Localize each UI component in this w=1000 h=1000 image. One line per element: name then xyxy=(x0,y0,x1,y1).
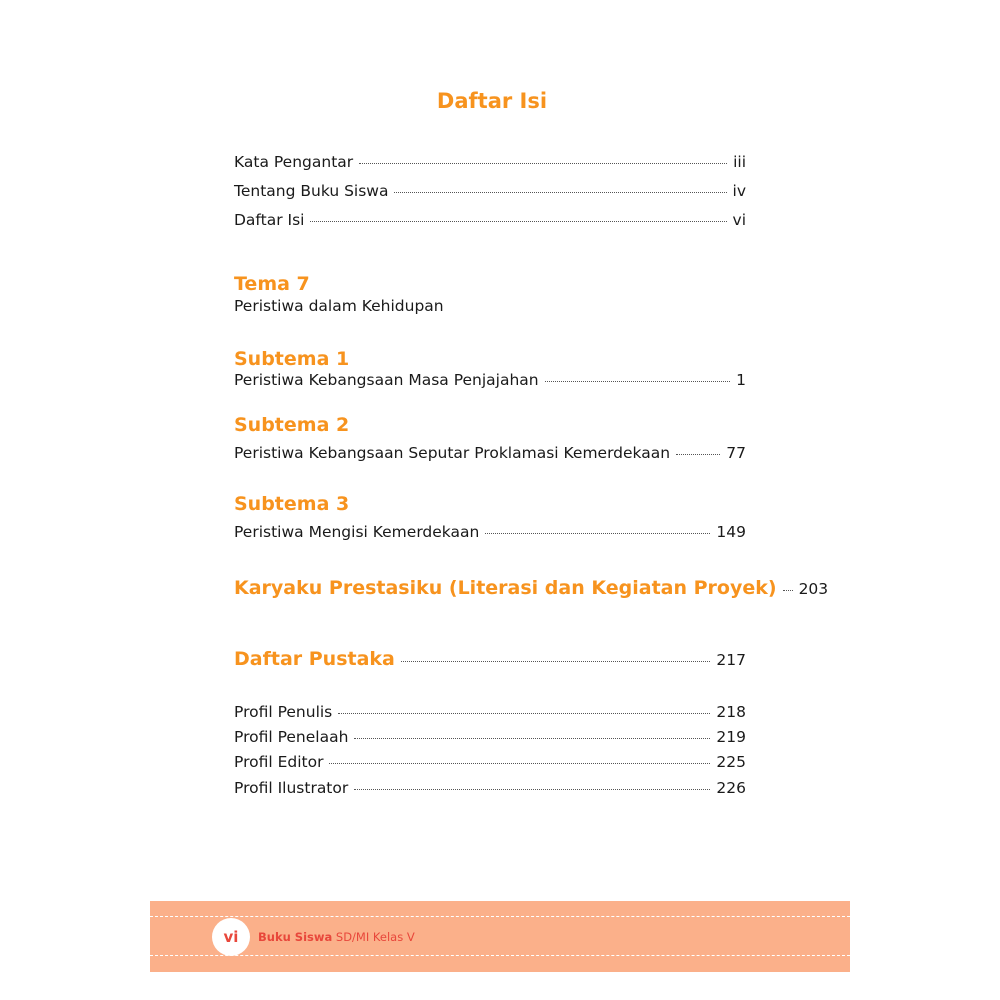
toc-entry-page: vi xyxy=(732,211,746,229)
toc-entry-page: 226 xyxy=(716,779,746,797)
toc-entry-label: Peristiwa Kebangsaan Masa Penjajahan xyxy=(234,371,539,389)
dot-leader xyxy=(783,590,793,591)
footer-book-bold: Buku Siswa xyxy=(258,930,333,944)
toc-entry-label: Kata Pengantar xyxy=(234,153,354,171)
footer-stitch-top xyxy=(150,916,850,917)
toc-entry-page: iii xyxy=(733,153,746,171)
toc-entry-kata-pengantar[interactable] xyxy=(234,152,746,172)
toc-entry-label: Karyaku Prestasiku (Literasi dan Kegiatan Proyek) xyxy=(234,577,777,599)
page-title: Daftar Isi xyxy=(436,89,548,113)
toc-entry-profil-editor[interactable] xyxy=(234,752,746,772)
toc-entry-label: Peristiwa Kebangsaan Seputar Proklamasi Kemerdekaan xyxy=(234,444,671,462)
dot-leader xyxy=(329,763,710,764)
dot-leader xyxy=(310,221,726,222)
toc-entry-daftar-isi[interactable] xyxy=(234,210,746,230)
toc-entry-label: Tentang Buku Siswa xyxy=(234,182,389,200)
toc-entry-label: Profil Penelaah xyxy=(234,728,349,746)
toc-entry-label: Profil Penulis xyxy=(234,703,333,721)
toc-entry-page: 225 xyxy=(716,753,746,771)
footer-book-rest: SD/MI Kelas V xyxy=(332,930,415,944)
footer-book-title xyxy=(258,930,415,944)
toc-entry-page: 149 xyxy=(716,523,746,541)
toc-entry-label: Peristiwa Mengisi Kemerdekaan xyxy=(234,523,480,541)
toc-entry-page: 1 xyxy=(736,371,746,389)
subtema-3-heading: Subtema 3 xyxy=(234,493,350,515)
toc-entry-page: 218 xyxy=(716,703,746,721)
toc-entry-daftar-pustaka[interactable] xyxy=(234,647,746,672)
toc-entry-karyaku-prestasiku[interactable] xyxy=(234,576,829,601)
toc-entry-tentang-buku-siswa[interactable] xyxy=(234,181,746,201)
page-number-badge: vi xyxy=(212,918,250,956)
dot-leader xyxy=(359,163,727,164)
toc-entry-subtema-1[interactable] xyxy=(234,370,746,390)
toc-entry-page: iv xyxy=(732,182,746,200)
tema-heading: Tema 7 xyxy=(234,273,310,295)
subtema-1-heading: Subtema 1 xyxy=(234,348,350,370)
dot-leader xyxy=(545,381,731,382)
footer-stitch-bottom xyxy=(150,955,850,956)
dot-leader xyxy=(354,789,710,790)
subtema-2-heading: Subtema 2 xyxy=(234,414,350,436)
toc-entry-label: Profil Editor xyxy=(234,753,324,771)
dot-leader xyxy=(354,738,710,739)
dot-leader xyxy=(394,192,726,193)
toc-entry-page: 219 xyxy=(716,728,746,746)
toc-entry-subtema-3[interactable] xyxy=(234,522,746,542)
dot-leader xyxy=(676,454,720,455)
toc-entry-page: 217 xyxy=(716,651,746,669)
footer-band xyxy=(150,901,850,972)
dot-leader xyxy=(485,533,710,534)
toc-entry-label: Daftar Pustaka xyxy=(234,648,395,670)
toc-entry-profil-ilustrator[interactable] xyxy=(234,778,746,798)
dot-leader xyxy=(401,661,711,662)
toc-entry-page: 203 xyxy=(798,580,829,598)
toc-entry-label: Profil Ilustrator xyxy=(234,779,349,797)
toc-entry-subtema-2[interactable] xyxy=(234,443,746,463)
toc-entry-label: Daftar Isi xyxy=(234,211,305,229)
toc-entry-profil-penelaah[interactable] xyxy=(234,727,746,747)
toc-entry-profil-penulis[interactable] xyxy=(234,702,746,722)
toc-entry-page: 77 xyxy=(726,444,746,462)
dot-leader xyxy=(338,713,710,714)
tema-subtitle: Peristiwa dalam Kehidupan xyxy=(234,297,444,315)
